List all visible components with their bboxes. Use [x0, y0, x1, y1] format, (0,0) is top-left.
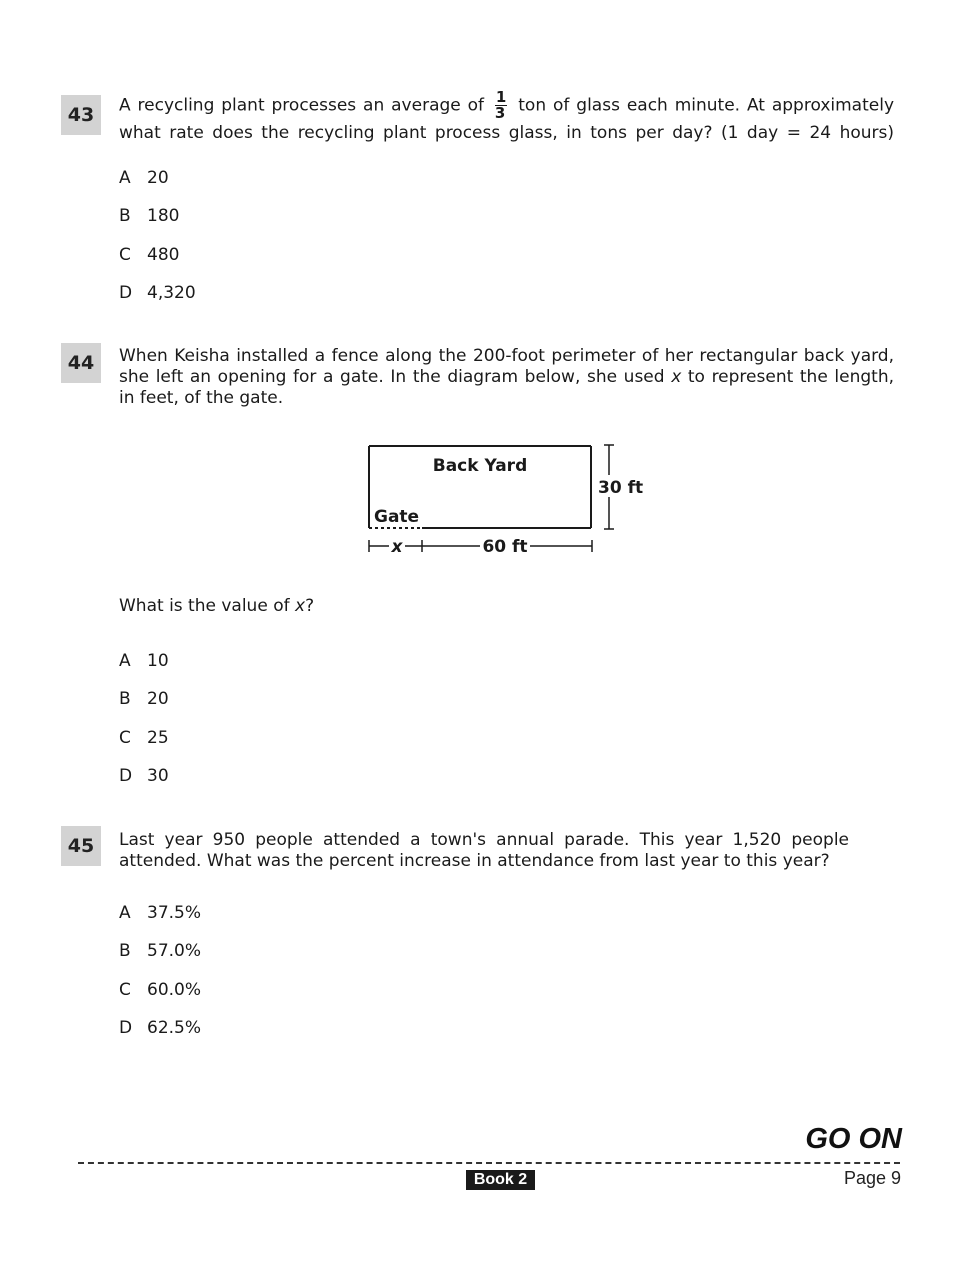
fraction-numerator: 1 [495, 88, 507, 106]
question-44-text-part-b: to represent the length, in feet, of the gate. [119, 367, 894, 408]
choice-letter: C [119, 980, 131, 1000]
question-number-43: 43 [61, 95, 101, 135]
choice-text: 30 [147, 766, 169, 786]
choice-text: 20 [147, 168, 169, 188]
choice-text: 180 [147, 206, 180, 226]
question-44-stem [119, 596, 314, 616]
q45-choice-c[interactable] [119, 980, 201, 1000]
question-number-44: 44 [61, 343, 101, 383]
choice-text: 25 [147, 728, 169, 748]
stem-text: What is the value of [119, 596, 290, 616]
book-badge: Book 2 [466, 1170, 535, 1190]
choice-letter: A [119, 651, 131, 671]
choice-text: 4,320 [147, 283, 196, 303]
choice-letter: A [119, 168, 131, 188]
q43-choice-c[interactable] [119, 245, 179, 265]
q43-choice-a[interactable] [119, 168, 169, 188]
question-number-45: 45 [61, 826, 101, 866]
question-43-text-part-a: A recycling plant processes an average of [119, 95, 485, 116]
choice-text: 480 [147, 245, 180, 265]
choice-letter: C [119, 245, 131, 265]
choice-letter: D [119, 766, 133, 786]
choice-letter: B [119, 206, 131, 226]
choice-text: 62.5% [147, 1018, 202, 1038]
stem-variable-x: x [295, 596, 306, 616]
fraction-one-third [495, 90, 507, 121]
choice-text: 20 [147, 689, 169, 709]
back-yard-diagram [360, 440, 660, 565]
choice-letter: B [119, 689, 131, 709]
q44-choice-d[interactable] [119, 766, 169, 786]
stem-question-mark: ? [305, 596, 315, 616]
choice-letter: C [119, 728, 131, 748]
variable-x: x [671, 367, 682, 387]
page-number: Page 9 [843, 1168, 901, 1188]
choice-text: 57.0% [147, 941, 202, 961]
question-43-text-part-c: what rate does the recycling plant process glass, in tons per day? (1 day = 24 hours) [119, 123, 894, 143]
question-43-text-part-b: ton of glass each minute. At approximately [518, 95, 895, 116]
choice-text: 60.0% [147, 980, 202, 1000]
fraction-denominator: 3 [494, 104, 506, 122]
q43-choice-b[interactable] [119, 206, 179, 226]
q45-choice-b[interactable] [119, 941, 201, 961]
width-label: 60 ft [482, 537, 528, 557]
go-on-label: GO ON [805, 1123, 902, 1155]
q45-choice-d[interactable] [119, 1018, 201, 1038]
choice-letter: B [119, 941, 131, 961]
q44-choice-a[interactable] [119, 651, 169, 671]
choice-letter: D [119, 1018, 133, 1038]
question-44-text-part-a: When Keisha installed a fence along the 200-foot perimeter of her rectangular back yard, she left an opening for a gate. In the diagram below, she used [119, 346, 894, 387]
q44-choice-b[interactable] [119, 689, 169, 709]
footer-divider [78, 1162, 900, 1164]
question-45-text: Last year 950 people attended a town's annual parade. This year 1,520 people attended. What was the percent increase in attendance from last year to this year? [119, 830, 849, 871]
choice-text: 10 [147, 651, 169, 671]
height-label: 30 ft [598, 478, 644, 498]
q44-choice-c[interactable] [119, 728, 169, 748]
q43-choice-d[interactable] [119, 283, 196, 303]
back-yard-label: Back Yard [432, 456, 528, 476]
question-43-text [119, 90, 894, 144]
gate-label: Gate [374, 507, 420, 527]
q45-choice-a[interactable] [119, 903, 201, 923]
choice-letter: D [119, 283, 133, 303]
choice-letter: A [119, 903, 131, 923]
gate-x-label: x [391, 537, 403, 557]
question-44-text [119, 346, 894, 409]
choice-text: 37.5% [147, 903, 202, 923]
